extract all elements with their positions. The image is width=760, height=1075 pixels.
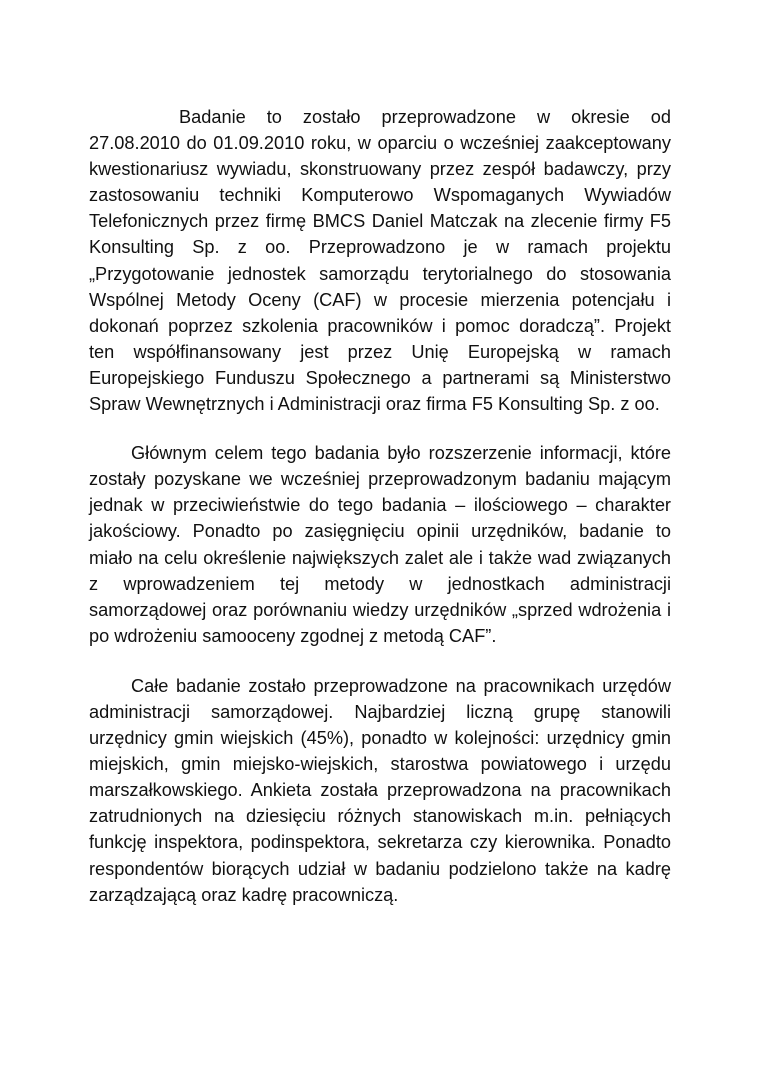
- paragraph-study-period: Badanie to zostało przeprowadzone w okresie od 27.08.2010 do 01.09.2010 roku, w oparciu o wcześniej zaakceptowany kwestionariusz wywiadu, skonstruowany przez zespół badawczy, przy zastosowaniu techniki Komputerowo Wspomaganych Wywiadów Telefonicznych przez firmę BMCS Daniel Matczak na zlecenie firmy F5 Konsulting Sp. z oo. Przeprowadzono je w ramach projektu „Przygotowanie jednostek samorządu terytorialnego do stosowania Wspólnej Metody Oceny (CAF) w procesie mierzenia potencjału i dokonań poprzez szkolenia pracowników i pomoc doradczą”. Projekt ten współfinansowany jest przez Unię Europejską w ramach Europejskiego Funduszu Społecznego a partnerami są Ministerstwo Spraw Wewnętrznych i Administracji oraz firma F5 Konsulting Sp. z oo.: [89, 107, 671, 415]
- paragraph-study-goal: Głównym celem tego badania było rozszerzenie informacji, które zostały pozyskane we wcześniej przeprowadzonym badaniu mającym jednak w przeciwieństwie do tego badania – ilościowego – charakter jakościowy. Ponadto po zasięgnięciu opinii urzędników, badanie to miało na celu określenie największych zalet ale i także wad związanych z wprowadzeniem tej metody w jednostkach administracji samorządowej oraz porównaniu wiedzy urzędników „sprzed wdrożenia i po wdrożeniu samooceny zgodnej z metodą CAF”.: [89, 443, 671, 646]
- document-body: [89, 104, 671, 908]
- paragraph-respondents: Całe badanie zostało przeprowadzone na pracownikach urzędów administracji samorządowej. Najbardziej liczną grupę stanowili urzędnicy gmin wiejskich (45%), ponadto w kolejności: urzędnicy gmin miejskich, gmin miejsko-wiejskich, starostwa powiatowego i urzędu marszałkowskiego. Ankieta została przeprowadzona na pracownikach zatrudnionych na dziesięciu różnych stanowiskach m.in. pełniących funkcję inspektora, podinspektora, sekretarza czy kierownika. Ponadto respondentów biorących udział w badaniu podzielono także na kadrę zarządzającą oraz kadrę pracowniczą.: [89, 675, 671, 905]
